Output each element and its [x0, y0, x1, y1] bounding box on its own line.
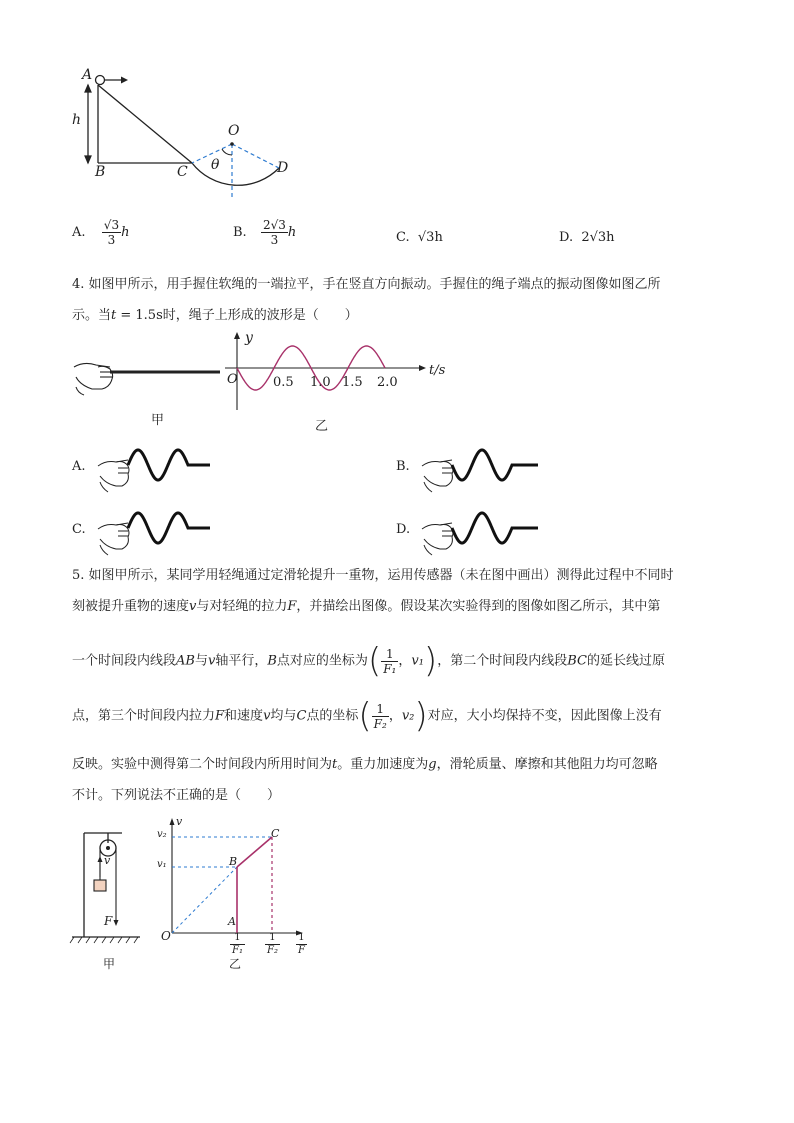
q5-stem-line1: 5. 如图甲所示，某同学用轻绳通过定滑轮提升一重物，运用传感器（未在图中画出）测得此过程中不同时	[72, 568, 674, 583]
angle-arc	[222, 149, 232, 155]
q5-stem-line5: 反映。实验中测得第二个时间段内所用时间为t。重力加速度为g，滑轮质量、摩擦和其他阻力均可忽略	[72, 757, 658, 772]
q5-graph-v1-label: v₁	[157, 859, 167, 870]
q4-fig-yi-label: 乙	[315, 419, 329, 434]
q5-graph-tick-f2: $\frac{1}{\text{F₂}}$	[267, 932, 278, 956]
q5-stem-line2: 刻被提升重物的速度v与对轻绳的拉力F，并描绘出图像。假设某次实验得到的图像如图乙所示，其中第	[72, 599, 661, 614]
weight-box	[94, 880, 106, 891]
label-o: O	[228, 123, 240, 139]
y-axis-arrow	[234, 332, 240, 339]
hand-icon	[98, 460, 129, 492]
figure-q5-jia	[72, 825, 152, 950]
q5-graph-o-label: O	[161, 929, 171, 943]
q4-stem-line1: 4. 如图甲所示，用手握住软绳的一端拉平，手在竖直方向振动。手握住的绳子端点的振动图像如图乙所	[72, 277, 661, 292]
q4-option-b-wave[interactable]	[414, 440, 584, 495]
q5-graph-b-label: B	[229, 855, 238, 868]
hand-icon	[422, 460, 453, 492]
segment-bc	[237, 837, 272, 867]
hand-icon	[422, 523, 453, 555]
label-c: C	[177, 164, 188, 180]
velocity-arrow-head	[121, 77, 128, 84]
v-axis-arrow	[170, 818, 175, 825]
q5-graph-v-label: v	[176, 815, 183, 828]
q4-fig-jia-label: 甲	[151, 413, 165, 428]
q4-option-d-label[interactable]: D.	[396, 522, 411, 537]
q5-graph-axis-invf: $\frac{1}{F}$	[298, 932, 305, 956]
q4-tick-2-0: 2.0	[377, 375, 398, 390]
label-a: A	[82, 67, 93, 83]
figure-q4-yi	[225, 330, 455, 415]
q4-tick-1-0: 1.0	[310, 375, 331, 390]
q5-graph-c-label: C	[271, 827, 280, 840]
q4-option-d-wave[interactable]	[414, 503, 574, 558]
circular-track	[192, 163, 279, 185]
q4-origin-label: O	[227, 372, 238, 387]
q4-stem-line2: 示。当t = 1.5s时，绳子上形成的波形是（ ）	[72, 308, 358, 323]
wave-line	[452, 513, 538, 543]
q4-option-b-label[interactable]: B.	[396, 459, 410, 474]
q5-graph-a-label: A	[228, 915, 236, 928]
wave-line	[128, 450, 210, 480]
q4-option-a-wave[interactable]	[90, 440, 240, 495]
radius-od	[232, 144, 279, 168]
q5-pulley-f-label: F	[104, 914, 113, 928]
force-arrow-head	[114, 920, 119, 926]
ball	[96, 76, 105, 85]
figure-q4-jia	[70, 355, 225, 405]
q4-tick-1-5: 1.5	[342, 375, 363, 390]
incline-ac	[98, 85, 192, 163]
wave-line	[452, 450, 538, 480]
q5-stem-line6: 不计。下列说法不正确的是（ ）	[72, 788, 281, 803]
q3-option-c[interactable]: C. √3h	[396, 230, 443, 245]
arrow-down-h	[85, 156, 91, 163]
q5-fig-yi-label: 乙	[229, 957, 242, 971]
q3-option-a[interactable]: A. $\frac{√3}{3}$ h	[72, 218, 130, 247]
hand-icon	[74, 363, 113, 395]
wave-line	[128, 513, 210, 543]
q4-tick-0-5: 0.5	[273, 375, 294, 390]
q5-stem-line4: 点，第三个时间段内拉力F和速度v均与C点的坐标( $\frac{1}{\text{F₂}}$ ，v₂)对应，大小均保持不变，因此图像上没有	[72, 696, 662, 736]
q4-axis-y-label: y	[245, 330, 253, 346]
t-axis-arrow	[419, 365, 426, 371]
label-b: B	[95, 164, 106, 180]
arrow-up-h	[85, 85, 91, 92]
hand-icon	[98, 523, 129, 555]
label-theta: θ	[211, 157, 220, 173]
center-o	[230, 142, 234, 146]
q5-pulley-v-label: v	[104, 854, 111, 867]
label-d: D	[277, 160, 289, 176]
q4-option-c-wave[interactable]	[90, 503, 245, 558]
q5-graph-v2-label: v₂	[157, 829, 167, 840]
q3-option-d[interactable]: D. 2√3h	[559, 230, 615, 245]
q4-option-c-label[interactable]: C.	[72, 522, 86, 537]
q5-fig-jia-label: 甲	[103, 957, 116, 971]
q4-option-a-label[interactable]: A.	[72, 459, 86, 474]
q5-graph-tick-f1: $\frac{1}{\text{F₁}}$	[232, 932, 243, 956]
label-h: h	[72, 112, 82, 128]
q3-option-b[interactable]: B. $\frac{2√3}{3}$ h	[233, 218, 297, 247]
q5-stem-line3: 一个时间段内线段AB与v轴平行，B点对应的坐标为( $\frac{1}{\text{F₁}}$ ，v₁)，第二个时间段内线段BC的延长线过原	[72, 641, 665, 681]
q4-axis-t-label: t/s	[429, 363, 446, 378]
